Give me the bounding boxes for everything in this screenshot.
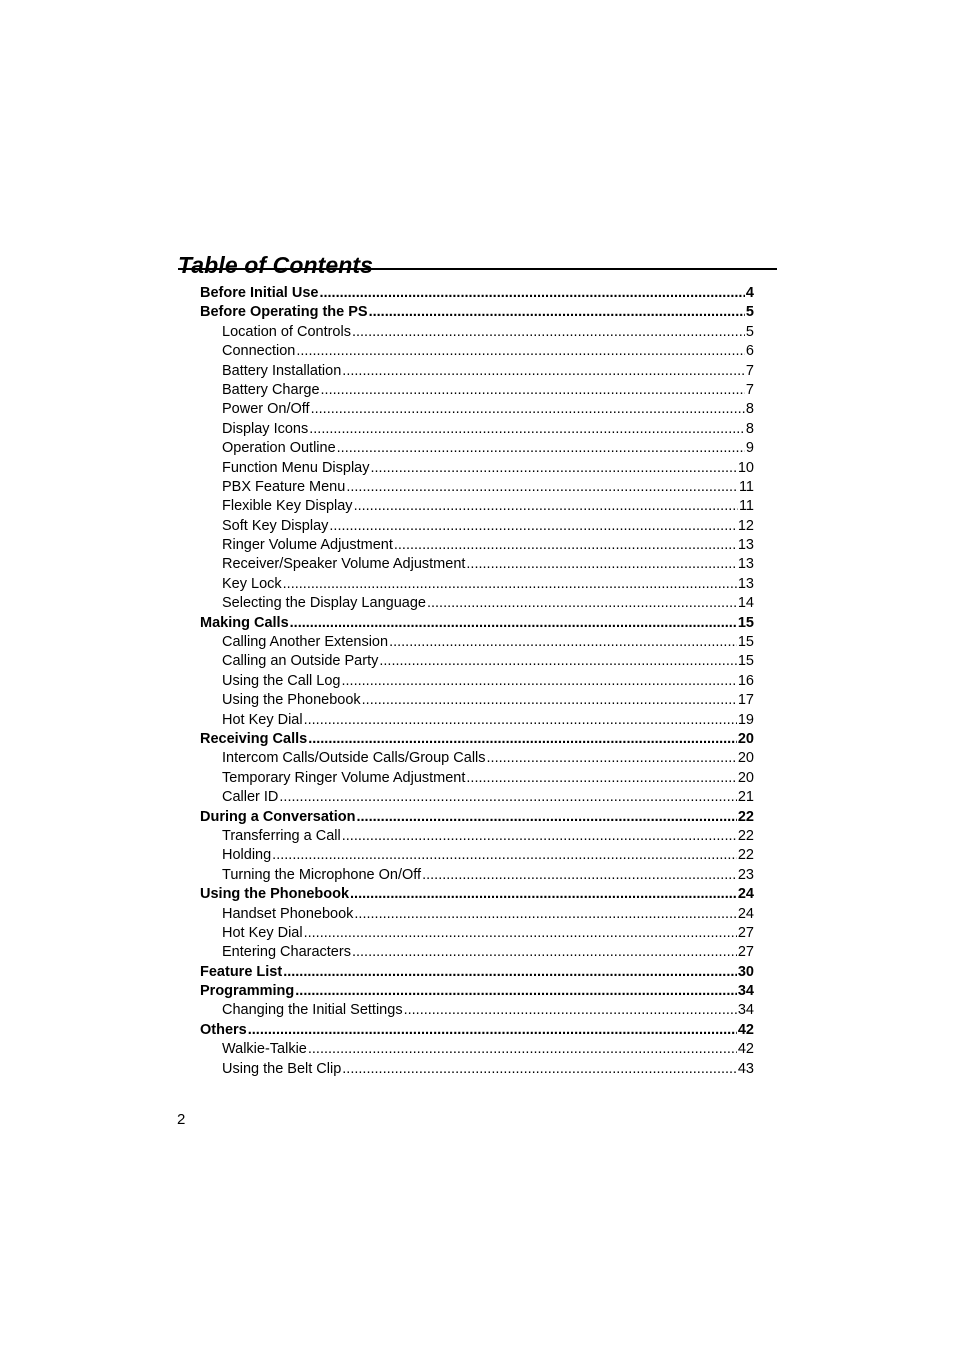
toc-entry-label: Making Calls — [200, 614, 289, 631]
toc-entry-page: 20 — [737, 730, 754, 747]
toc-dot-leader — [362, 691, 737, 710]
toc-dot-leader — [308, 730, 737, 749]
toc-subsection-entry[interactable] — [200, 594, 754, 613]
toc-entry-label: Before Initial Use — [200, 285, 319, 301]
toc-section-entry[interactable] — [200, 284, 754, 303]
toc-subsection-entry[interactable] — [200, 943, 754, 962]
toc-entry-page: 4 — [745, 285, 754, 301]
page-title: Table of Contents — [178, 252, 374, 279]
toc-entry-page: 22 — [737, 847, 754, 864]
toc-entry-page: 7 — [745, 381, 754, 398]
toc-entry-page: 27 — [737, 924, 754, 941]
toc-dot-leader — [296, 342, 745, 361]
toc-section-entry[interactable] — [200, 963, 754, 982]
toc-subsection-entry[interactable] — [200, 827, 754, 846]
toc-entry-page: 12 — [737, 517, 754, 534]
toc-entry-page: 13 — [737, 575, 754, 592]
toc-entry-label: Entering Characters — [222, 944, 351, 961]
toc-entry-label: Using the Phonebook — [222, 692, 361, 709]
toc-section-entry[interactable] — [200, 614, 754, 633]
toc-subsection-entry[interactable] — [200, 1040, 754, 1059]
toc-subsection-entry[interactable] — [200, 1001, 754, 1020]
toc-entry-label: Intercom Calls/Outside Calls/Group Calls — [222, 750, 486, 767]
toc-entry-label: Display Icons — [222, 420, 309, 437]
toc-entry-page: 34 — [737, 983, 754, 1000]
toc-dot-leader — [466, 769, 736, 788]
toc-subsection-entry[interactable] — [200, 769, 754, 788]
toc-entry-page: 8 — [745, 420, 754, 437]
toc-entry-page: 19 — [737, 711, 754, 728]
toc-subsection-entry[interactable] — [200, 323, 754, 342]
toc-subsection-entry[interactable] — [200, 788, 754, 807]
toc-entry-page: 6 — [745, 343, 754, 360]
toc-dot-leader — [466, 555, 736, 574]
toc-entry-label: Key Lock — [222, 575, 282, 592]
toc-subsection-entry[interactable] — [200, 420, 754, 439]
toc-entry-page: 5 — [745, 304, 754, 321]
toc-subsection-entry[interactable] — [200, 381, 754, 400]
toc-entry-page: 11 — [738, 478, 754, 495]
toc-dot-leader — [354, 905, 736, 924]
toc-entry-page: 7 — [745, 362, 754, 379]
toc-entry-label: Function Menu Display — [222, 459, 370, 476]
toc-dot-leader — [422, 866, 737, 885]
toc-subsection-entry[interactable] — [200, 652, 754, 671]
toc-entry-label: Turning the Microphone On/Off — [222, 866, 422, 883]
toc-dot-leader — [283, 963, 737, 982]
toc-entry-label: Receiver/Speaker Volume Adjustment — [222, 556, 466, 573]
toc-entry-label: Using the Phonebook — [200, 886, 350, 903]
toc-dot-leader — [389, 633, 737, 652]
toc-entry-page: 9 — [745, 440, 754, 457]
toc-entry-label: Operation Outline — [222, 440, 336, 457]
toc-dot-leader — [308, 1040, 737, 1059]
toc-entry-page: 24 — [737, 905, 754, 922]
toc-entry-page: 13 — [737, 556, 754, 573]
toc-entry-label: Calling Another Extension — [222, 634, 389, 651]
toc-dot-leader — [309, 420, 745, 439]
toc-entry-label: Connection — [222, 343, 296, 360]
toc-entry-page: 22 — [737, 827, 754, 844]
title-divider — [178, 268, 777, 270]
toc-subsection-entry[interactable] — [200, 711, 754, 730]
toc-dot-leader — [354, 497, 738, 516]
toc-entry-label: PBX Feature Menu — [222, 478, 346, 495]
toc-entry-page: 24 — [737, 886, 754, 903]
toc-entry-label: Programming — [200, 983, 295, 1000]
toc-dot-leader — [371, 459, 737, 478]
toc-subsection-entry[interactable] — [200, 478, 754, 497]
toc-subsection-entry[interactable] — [200, 362, 754, 381]
toc-subsection-entry[interactable] — [200, 846, 754, 865]
toc-entry-page: 22 — [737, 808, 754, 825]
toc-subsection-entry[interactable] — [200, 536, 754, 555]
toc-section-entry[interactable] — [200, 303, 754, 322]
toc-dot-leader — [427, 594, 737, 613]
toc-section-entry[interactable] — [200, 1021, 754, 1040]
toc-entry-label: Handset Phonebook — [222, 905, 354, 922]
toc-entry-label: Ringer Volume Adjustment — [222, 537, 393, 554]
toc-subsection-entry[interactable] — [200, 342, 754, 361]
toc-entry-page: 10 — [737, 459, 754, 476]
toc-dot-leader — [295, 982, 737, 1001]
toc-entry-label: Using the Call Log — [222, 672, 341, 689]
toc-dot-leader — [357, 808, 737, 827]
toc-entry-label: Temporary Ringer Volume Adjustment — [222, 769, 466, 786]
toc-entry-label: Caller ID — [222, 789, 279, 806]
table-of-contents — [200, 284, 754, 1079]
toc-dot-leader — [321, 381, 745, 400]
toc-entry-label: Battery Charge — [222, 381, 320, 398]
toc-subsection-entry[interactable] — [200, 439, 754, 458]
toc-entry-label: During a Conversation — [200, 808, 356, 825]
toc-entry-page: 34 — [737, 1002, 754, 1019]
toc-dot-leader — [404, 1001, 737, 1020]
toc-entry-page: 14 — [737, 595, 754, 612]
toc-dot-leader — [394, 536, 737, 555]
toc-subsection-entry[interactable] — [200, 672, 754, 691]
toc-entry-label: Soft Key Display — [222, 517, 329, 534]
toc-dot-leader — [352, 943, 737, 962]
toc-entry-page: 42 — [737, 1021, 754, 1038]
toc-entry-page: 11 — [738, 498, 754, 515]
toc-entry-label: Transferring a Call — [222, 827, 341, 844]
toc-subsection-entry[interactable] — [200, 459, 754, 478]
toc-entry-label: Flexible Key Display — [222, 498, 353, 515]
page-number: 2 — [177, 1111, 186, 1128]
toc-dot-leader — [350, 885, 737, 904]
toc-subsection-entry[interactable] — [200, 924, 754, 943]
toc-subsection-entry[interactable] — [200, 905, 754, 924]
toc-subsection-entry[interactable] — [200, 400, 754, 419]
toc-dot-leader — [342, 827, 737, 846]
toc-entry-label: Hot Key Dial — [222, 711, 303, 728]
toc-section-entry[interactable] — [200, 885, 754, 904]
toc-entry-page: 15 — [737, 653, 754, 670]
toc-entry-label: Calling an Outside Party — [222, 653, 379, 670]
toc-entry-label: Location of Controls — [222, 323, 351, 340]
toc-section-entry[interactable] — [200, 808, 754, 827]
toc-dot-leader — [346, 478, 738, 497]
toc-dot-leader — [342, 362, 745, 381]
toc-dot-leader — [290, 614, 737, 633]
toc-subsection-entry[interactable] — [200, 517, 754, 536]
toc-entry-label: Others — [200, 1021, 247, 1038]
toc-entry-page: 15 — [737, 614, 754, 631]
toc-subsection-entry[interactable] — [200, 1060, 754, 1079]
toc-entry-page: 43 — [737, 1060, 754, 1077]
toc-entry-page: 20 — [737, 750, 754, 767]
toc-entry-page: 13 — [737, 537, 754, 554]
toc-entry-page: 30 — [737, 963, 754, 980]
toc-entry-page: 20 — [737, 769, 754, 786]
toc-dot-leader — [342, 1060, 737, 1079]
toc-entry-label: Feature List — [200, 963, 283, 980]
toc-entry-label: Holding — [222, 847, 272, 864]
toc-entry-label: Hot Key Dial — [222, 924, 303, 941]
toc-section-entry[interactable] — [200, 982, 754, 1001]
toc-dot-leader — [337, 439, 745, 458]
toc-dot-leader — [283, 575, 737, 594]
toc-subsection-entry[interactable] — [200, 633, 754, 652]
toc-dot-leader — [248, 1021, 737, 1040]
toc-dot-leader — [329, 517, 736, 536]
toc-dot-leader — [272, 846, 737, 865]
toc-dot-leader — [311, 400, 745, 419]
toc-entry-label: Walkie-Talkie — [222, 1041, 307, 1058]
toc-subsection-entry[interactable] — [200, 497, 754, 516]
toc-entry-label: Using the Belt Clip — [222, 1060, 342, 1077]
toc-entry-page: 15 — [737, 634, 754, 651]
toc-entry-page: 8 — [745, 401, 754, 418]
toc-subsection-entry[interactable] — [200, 749, 754, 768]
toc-entry-page: 16 — [737, 672, 754, 689]
toc-dot-leader — [279, 788, 736, 807]
toc-entry-label: Changing the Initial Settings — [222, 1002, 403, 1019]
toc-subsection-entry[interactable] — [200, 575, 754, 594]
toc-entry-page: 21 — [737, 789, 754, 806]
toc-entry-page: 17 — [737, 692, 754, 709]
toc-entry-label: Before Operating the PS — [200, 304, 368, 321]
toc-entry-page: 23 — [737, 866, 754, 883]
toc-dot-leader — [487, 749, 737, 768]
toc-entry-label: Battery Installation — [222, 362, 342, 379]
toc-dot-leader — [319, 284, 744, 303]
toc-section-entry[interactable] — [200, 730, 754, 749]
toc-entry-label: Power On/Off — [222, 401, 310, 418]
toc-dot-leader — [304, 711, 737, 730]
toc-dot-leader — [379, 652, 737, 671]
toc-entry-page: 27 — [737, 944, 754, 961]
toc-entry-page: 5 — [745, 323, 754, 340]
toc-dot-leader — [342, 672, 737, 691]
toc-entry-page: 42 — [737, 1041, 754, 1058]
toc-subsection-entry[interactable] — [200, 691, 754, 710]
toc-dot-leader — [352, 323, 745, 342]
toc-entry-label: Receiving Calls — [200, 730, 308, 747]
toc-subsection-entry[interactable] — [200, 555, 754, 574]
toc-dot-leader — [369, 303, 745, 322]
toc-entry-label: Selecting the Display Language — [222, 595, 426, 612]
toc-subsection-entry[interactable] — [200, 866, 754, 885]
toc-dot-leader — [304, 924, 737, 943]
